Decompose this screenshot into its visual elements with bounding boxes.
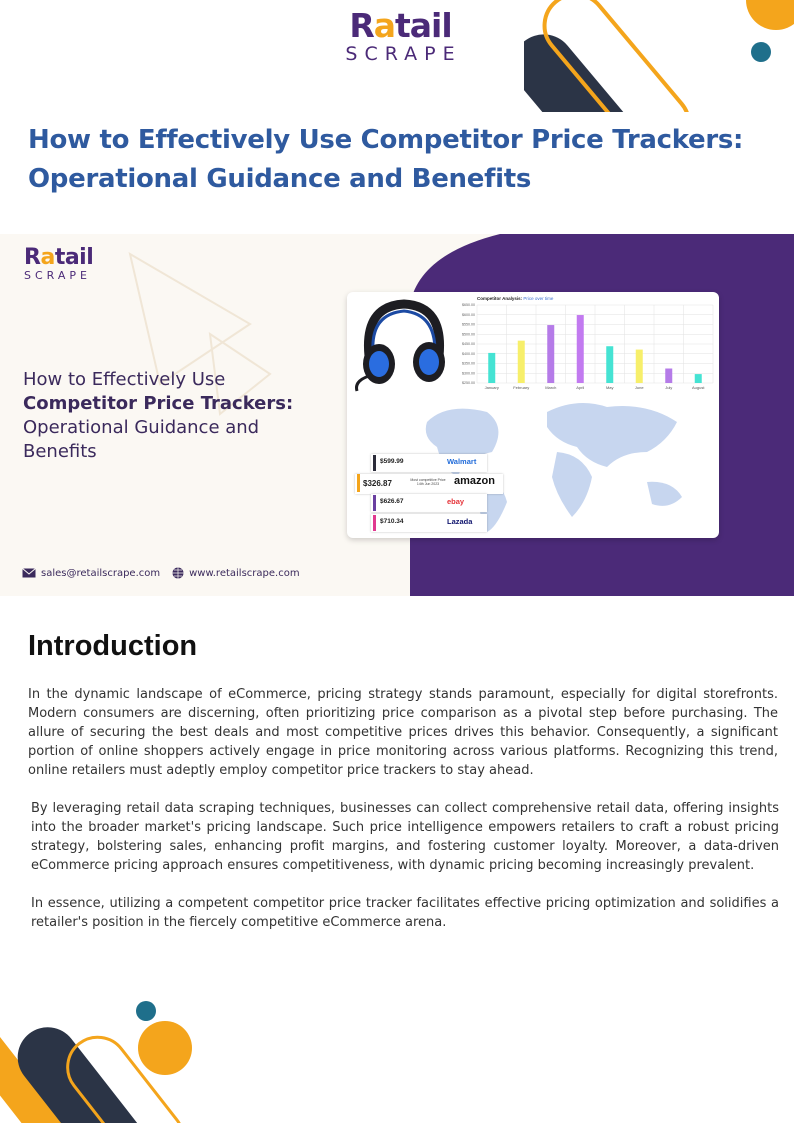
banner-logo: Ratail SCRAPE <box>24 245 94 282</box>
y-tick-label: $550.00 <box>462 322 475 327</box>
price-value: $710.34 <box>380 518 404 525</box>
bar-may <box>606 346 613 383</box>
bar-february <box>518 341 525 383</box>
bar-january <box>488 353 495 383</box>
page-title-line-2: Operational Guidance and Benefits <box>28 164 532 194</box>
price-chart <box>455 296 717 396</box>
y-tick-label: $250.00 <box>462 381 475 386</box>
introduction-heading: Introduction <box>28 630 198 662</box>
page-title-line-1: How to Effectively Use Competitor Price Trackers: <box>28 125 744 155</box>
price-row-walmart <box>351 454 491 472</box>
bar-august <box>695 374 702 383</box>
x-tick-label: May <box>605 385 614 390</box>
x-tick-label: July <box>665 385 673 390</box>
brand-ebay: ebay <box>447 497 465 506</box>
decorative-shapes-bottom-left <box>0 963 205 1123</box>
banner-contact <box>22 567 300 579</box>
intro-paragraph-1: In the dynamic landscape of eCommerce, pricing strategy stands paramount, especially for digital storefronts. Modern consumers are discerning, often prioritizing price comparison as a pivotal step before purchasing. The allure of securing the best deals and most competitive prices drives this behavior. Consequently, a significant portion of online shoppers actively engage in price monitoring across various platforms. Recognizing this trend, online retailers must adeptly employ competitor price trackers to stay ahead. <box>28 687 778 778</box>
y-tick-label: $600.00 <box>462 312 475 317</box>
price-value: $599.99 <box>380 458 404 465</box>
brand-amazon: amazon <box>454 475 495 487</box>
y-tick-label: $500.00 <box>462 332 475 337</box>
competitor-analysis-card <box>347 292 719 538</box>
bar-july <box>665 369 672 383</box>
brand-lazada: Lazada <box>447 517 473 526</box>
brand-walmart: Walmart <box>447 457 477 466</box>
hero-banner <box>0 234 794 596</box>
contact-website: www.retailscrape.com <box>189 567 300 579</box>
mail-icon <box>22 568 36 578</box>
intro-paragraph-3: In essence, utilizing a competent competitor price tracker facilitates effective pricing optimization and solidifies a retailer's position in the fiercely competitive eCommerce arena. <box>31 896 779 930</box>
bar-april <box>577 315 584 383</box>
logo-subtitle: SCRAPE <box>345 43 462 65</box>
x-tick-label: March <box>545 385 557 390</box>
competitor-price-list <box>351 454 495 534</box>
decorative-shapes-top-right <box>524 0 794 112</box>
price-row-amazon <box>351 474 495 492</box>
x-tick-label: January <box>484 385 499 390</box>
retail-scrape-logo <box>338 8 463 68</box>
price-value: $626.67 <box>380 498 404 505</box>
page-title <box>28 121 768 199</box>
globe-icon <box>172 567 184 579</box>
price-row-lazada <box>351 514 491 532</box>
y-tick-label: $300.00 <box>462 371 475 376</box>
x-tick-label: August <box>692 385 705 390</box>
bar-march <box>547 325 554 383</box>
price-value: $326.87 <box>363 479 392 488</box>
contact-email: sales@retailscrape.com <box>41 567 161 579</box>
bar-june <box>636 350 643 383</box>
y-tick-label: $400.00 <box>462 351 475 356</box>
price-bar-chart <box>455 301 717 396</box>
banner-title: How to Effectively Use Competitor Price Trackers: Operational Guidance and Benefits <box>23 369 294 462</box>
y-tick-label: $650.00 <box>462 303 475 308</box>
intro-paragraph-2: By leveraging retail data scraping techniques, businesses can collect comprehensive retail data, offering insights into the broader market's pricing landscape. Such price intelligence empowers retailers to craft a robust pricing strategy, bolstering sales, enhancing profit margins, and fostering customer loyalty. Moreover, a data-driven eCommerce pricing approach ensures competitiveness, with dynamic pricing becoming increasingly prevalent. <box>31 801 779 873</box>
price-row-ebay <box>351 494 491 512</box>
y-tick-label: $350.00 <box>462 361 475 366</box>
chart-title: Competitor Analysis: Price over time <box>477 296 554 301</box>
logo-wordmark: Ratail <box>349 6 452 45</box>
best-price-note: Most competitive Price 14th Jun 2023 <box>410 478 446 486</box>
x-tick-label: June <box>634 385 644 390</box>
x-tick-label: February <box>513 385 530 390</box>
y-tick-label: $450.00 <box>462 342 475 347</box>
logo-accent-letter: a <box>373 6 396 45</box>
gaming-headset-image <box>349 296 454 396</box>
x-tick-label: April <box>576 385 585 390</box>
